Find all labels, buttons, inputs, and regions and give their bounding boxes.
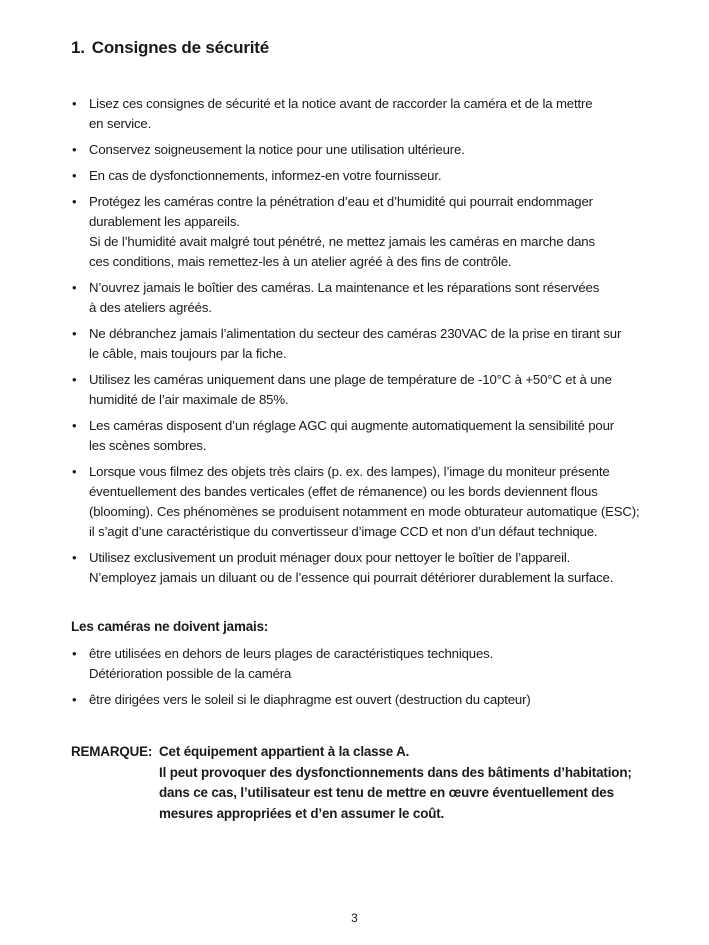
list-item-line: Les caméras disposent d’un réglage AGC qui augmente automatiquement la sensibilité pour (89, 418, 615, 433)
list-item-line: En cas de dysfonctionnements, informez-en votre fournisseur. (89, 168, 442, 183)
list-item-line: Lorsque vous filmez des objets très clairs (p. ex. des lampes), l’image du moniteur présente (89, 464, 610, 479)
bullet-icon: • (72, 326, 77, 341)
list-item-line: Lisez ces consignes de sécurité et la notice avant de raccorder la caméra et de la mettre (89, 96, 593, 111)
list-item (71, 278, 671, 318)
list-item (71, 370, 671, 410)
list-item-line: à des ateliers agréés. (89, 300, 212, 315)
list-item-line: Conservez soigneusement la notice pour une utilisation ultérieure. (89, 142, 465, 157)
list-item-line: Ne débranchez jamais l’alimentation du secteur des caméras 230VAC de la prise en tirant sur (89, 326, 622, 341)
remark-label: REMARQUE: (71, 744, 153, 759)
section-title (71, 38, 269, 58)
list-item-line: être utilisées en dehors de leurs plages de caractéristiques techniques. (89, 646, 494, 661)
list-item (71, 166, 671, 186)
list-item-line: Utilisez exclusivement un produit ménager doux pour nettoyer le boîtier de l’appareil. (89, 550, 571, 565)
section-title-text: Consignes de sécurité (91, 38, 269, 57)
bullet-icon: • (72, 194, 77, 209)
bullet-icon: • (72, 464, 77, 479)
bullet-icon: • (72, 372, 77, 387)
list-item-line: être dirigées vers le soleil si le diaphragme est ouvert (destruction du capteur) (89, 692, 531, 707)
safety-instructions-list (71, 94, 671, 594)
list-item (71, 644, 671, 684)
list-item-line: en service. (89, 116, 152, 131)
bullet-icon: • (72, 96, 77, 111)
list-item-line: Utilisez les caméras uniquement dans une plage de température de -10°C à +50°C et à une (89, 372, 612, 387)
list-item (71, 416, 671, 456)
forbidden-heading: Les caméras ne doivent jamais: (71, 619, 269, 634)
bullet-icon: • (72, 550, 77, 565)
list-item-line: Détérioration possible de la caméra (89, 666, 292, 681)
list-item (71, 548, 671, 588)
remark-line: Il peut provoquer des dysfonctionnements dans des bâtiments d’habitation; (159, 764, 632, 780)
page-number: 3 (351, 911, 358, 925)
remark-line: Cet équipement appartient à la classe A. (159, 744, 410, 759)
section-number: 1. (71, 38, 85, 57)
list-item-line: humidité de l’air maximale de 85%. (89, 392, 289, 407)
list-item (71, 94, 671, 134)
list-item-line: (blooming). Ces phénomènes se produisent notamment en mode obturateur automatique (ESC); (89, 504, 640, 519)
bullet-icon: • (72, 280, 77, 295)
list-item (71, 324, 671, 364)
list-item (71, 690, 671, 710)
remark-line: dans ce cas, l’utilisateur est tenu de mettre en œuvre éventuellement des (159, 785, 614, 800)
list-item-line: ces conditions, mais remettez-les à un atelier agréé à des fins de contrôle. (89, 254, 512, 269)
list-item-line: éventuellement des bandes verticales (effet de rémanence) ou les bords deviennent flous (89, 484, 598, 499)
list-item-line: durablement les appareils. (89, 214, 240, 229)
remark-line: mesures appropriées et d’en assumer le coût. (159, 805, 445, 821)
list-item-line: il s’agit d’une caractéristique du convertisseur d’image CCD et non d’un défaut technique. (89, 524, 598, 539)
bullet-icon: • (72, 418, 77, 433)
list-item-line: Si de l’humidité avait malgré tout pénétré, ne mettez jamais les caméras en marche dans (89, 234, 595, 249)
list-item (71, 192, 671, 272)
forbidden-uses-list (71, 644, 671, 716)
list-item-line: N’employez jamais un diluant ou de l’essence qui pourrait détériorer durablement la surface. (89, 570, 614, 585)
remark-body (159, 742, 679, 824)
bullet-icon: • (72, 646, 77, 661)
list-item (71, 140, 671, 160)
bullet-icon: • (72, 168, 77, 183)
list-item-line: Protégez les caméras contre la pénétration d’eau et d’humidité qui pourrait endommager (89, 194, 593, 209)
list-item-line: les scènes sombres. (89, 438, 207, 453)
bullet-icon: • (72, 692, 77, 707)
list-item-line: le câble, mais toujours par la fiche. (89, 346, 287, 361)
list-item-line: N’ouvrez jamais le boîtier des caméras. La maintenance et les réparations sont réservées (89, 280, 600, 295)
bullet-icon: • (72, 142, 77, 157)
list-item (71, 462, 671, 542)
